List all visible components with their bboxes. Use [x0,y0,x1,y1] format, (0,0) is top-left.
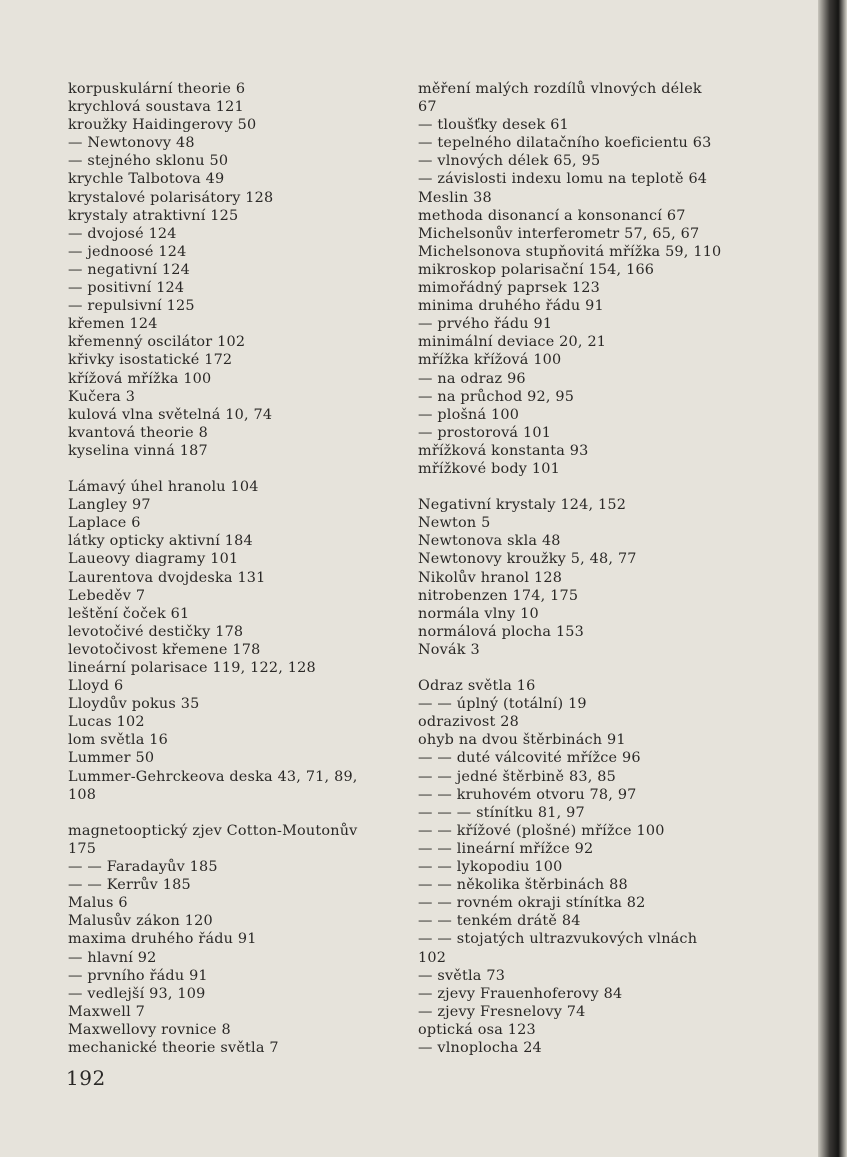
index-section-gap [68,804,428,822]
index-entry: 67 [418,99,437,116]
index-entry: — — — stínítku 81, 97 [418,804,585,821]
index-entry: Negativní krystaly 124, 152 [418,497,627,514]
index-entry: Maxwell 7 [68,1003,145,1020]
index-entry: Lebeděv 7 [68,587,146,604]
index-entry: mimořádný paprsek 123 [418,280,600,297]
index-entry: Kučera 3 [68,388,136,405]
index-entry: — světla 73 [418,967,506,984]
index-entry: korpuskulární theorie 6 [68,81,246,97]
index-entry: — — lykopodiu 100 [418,859,563,876]
index-entry: — — lineární mřížce 92 [418,840,594,857]
index-entry: — Newtonovy 48 [68,135,195,152]
index-entry: Lloyd 6 [68,678,124,695]
index-entry: mřížkové body 101 [418,460,560,477]
index-entry: Michelsonův interferometr 57, 65, 67 [418,225,700,242]
index-entry: — vlnových délek 65, 95 [418,153,601,170]
index-entry: kulová vlna světelná 10, 74 [68,406,273,423]
index-entry: křížová mřížka 100 [68,370,212,387]
index-entry: methoda disonancí a konsonancí 67 [418,207,686,224]
index-entry: kvantová theorie 8 [68,424,208,441]
index-entry: krychle Talbotova 49 [68,171,225,188]
index-entry: Lloydův pokus 35 [68,696,200,713]
page-number: 192 [66,1066,106,1090]
index-entry: magnetooptický zjev Cotton-Moutonův [68,822,358,839]
index-entry: — — jedné štěrbině 83, 85 [418,768,616,785]
index-entry: — vedlejší 93, 109 [68,985,206,1002]
index-section-gap [68,460,428,478]
index-entry: Lummer-Gehrckeova deska 43, 71, 89, [68,768,358,785]
index-entry: Malus 6 [68,895,128,912]
index-entry: — závislosti indexu lomu na teplotě 64 [418,171,708,188]
index-entry: mechanické theorie světla 7 [68,1039,279,1056]
index-entry: kyselina vinná 187 [68,442,208,459]
index-entry: Lámavý úhel hranolu 104 [68,479,259,496]
index-entry: odrazivost 28 [418,714,519,731]
index-entry: minimální deviace 20, 21 [418,334,607,351]
index-entry: krystaly atraktivní 125 [68,207,239,224]
index-entry: Michelsonova stupňovitá mřížka 59, 110 [418,243,722,260]
index-entry: — prostorová 101 [418,424,552,441]
index-entry: — tepelného dilatačního koeficientu 63 [418,135,712,152]
index-entry: Nikolův hranol 128 [418,569,563,586]
index-section-gap [418,478,763,496]
index-entry: mikroskop polarisační 154, 166 [418,261,655,278]
index-entry: — dvojosé 124 [68,225,177,242]
index-entry: Odraz světla 16 [418,678,536,695]
index-entry: lineární polarisace 119, 122, 128 [68,660,316,676]
index-entry: 108 [68,786,97,803]
index-entry: — stejného sklonu 50 [68,153,229,170]
index-entry: lom světla 16 [68,732,168,749]
index-entry: — zjevy Frauenhoferovy 84 [418,985,623,1002]
index-entry: Laplace 6 [68,515,141,532]
index-entry: minima druhého řádu 91 [418,298,604,315]
index-entry: Maxwellovy rovnice 8 [68,1021,231,1038]
index-column-right [418,80,763,1057]
index-entry: — jednoosé 124 [68,243,187,260]
index-entry: křemen 124 [68,316,158,333]
index-entry: levotočivé destičky 178 [68,623,244,640]
index-entry: normálová plocha 153 [418,623,585,640]
index-entry: — tloušťky desek 61 [418,117,569,134]
index-entry: Novák 3 [418,641,480,658]
index-entry: Newtonova skla 48 [418,533,561,550]
book-spine-shadow [818,0,847,1157]
index-entry: leštění čoček 61 [68,605,190,622]
index-entry: — prvního řádu 91 [68,967,208,984]
index-entry: — na odraz 96 [418,370,526,387]
index-entry: — — Kerrův 185 [68,877,191,894]
index-entry: — hlavní 92 [68,949,157,966]
index-entry: — — úplný (totální) 19 [418,696,587,713]
index-entry: — zjevy Fresnelovy 74 [418,1003,586,1020]
index-entry: — — křížové (plošné) mřížce 100 [418,822,665,839]
index-entry: — plošná 100 [418,406,520,423]
index-entry: křivky isostatické 172 [68,352,233,369]
index-entry: — prvého řádu 91 [418,316,553,333]
index-entry: měření malých rozdílů vlnových délek [418,81,702,97]
index-entry: Malusův zákon 120 [68,913,213,930]
index-entry: levotočivost křemene 178 [68,641,261,658]
index-entry: Laurentova dvojdeska 131 [68,569,266,586]
index-entry: Newtonovy kroužky 5, 48, 77 [418,551,637,568]
index-entry: — vlnoplocha 24 [418,1039,542,1056]
index-entry: Lummer 50 [68,750,155,767]
index-entry: — na průchod 92, 95 [418,388,575,405]
index-entry: normála vlny 10 [418,605,539,622]
index-entry: 102 [418,949,447,966]
index-entry: — — kruhovém otvoru 78, 97 [418,786,637,803]
index-entry: Langley 97 [68,497,151,514]
index-entry: mřížka křížová 100 [418,352,562,369]
index-entry: — — duté válcovité mřížce 96 [418,750,641,767]
index-entry: Newton 5 [418,515,491,532]
index-column-left [68,80,428,1057]
index-entry: Lucas 102 [68,714,145,731]
index-entry: — — rovném okraji stínítka 82 [418,895,646,912]
index-entry: ohyb na dvou štěrbinách 91 [418,732,626,749]
index-entry: kroužky Haidingerovy 50 [68,117,257,134]
index-entry: — — Faradayův 185 [68,859,218,876]
index-entry: — positivní 124 [68,280,185,297]
index-entry: mřížková konstanta 93 [418,442,589,459]
index-entry: — — tenkém drátě 84 [418,913,581,930]
index-entry: optická osa 123 [418,1021,536,1038]
index-entry: látky opticky aktivní 184 [68,533,253,550]
index-section-gap [418,659,763,677]
index-entry: křemenný oscilátor 102 [68,334,246,351]
index-entry: — repulsivní 125 [68,298,195,315]
index-entry: krychlová soustava 121 [68,99,244,116]
index-entry: 175 [68,840,97,857]
index-entry: nitrobenzen 174, 175 [418,587,579,604]
index-entry: Laueovy diagramy 101 [68,551,239,568]
index-entry: krystalové polarisátory 128 [68,189,274,206]
index-entry: Meslin 38 [418,189,492,206]
index-entry: — negativní 124 [68,261,190,278]
index-entry: — — několika štěrbinách 88 [418,877,628,894]
index-entry: maxima druhého řádu 91 [68,931,257,948]
index-entry: — — stojatých ultrazvukových vlnách [418,931,698,948]
